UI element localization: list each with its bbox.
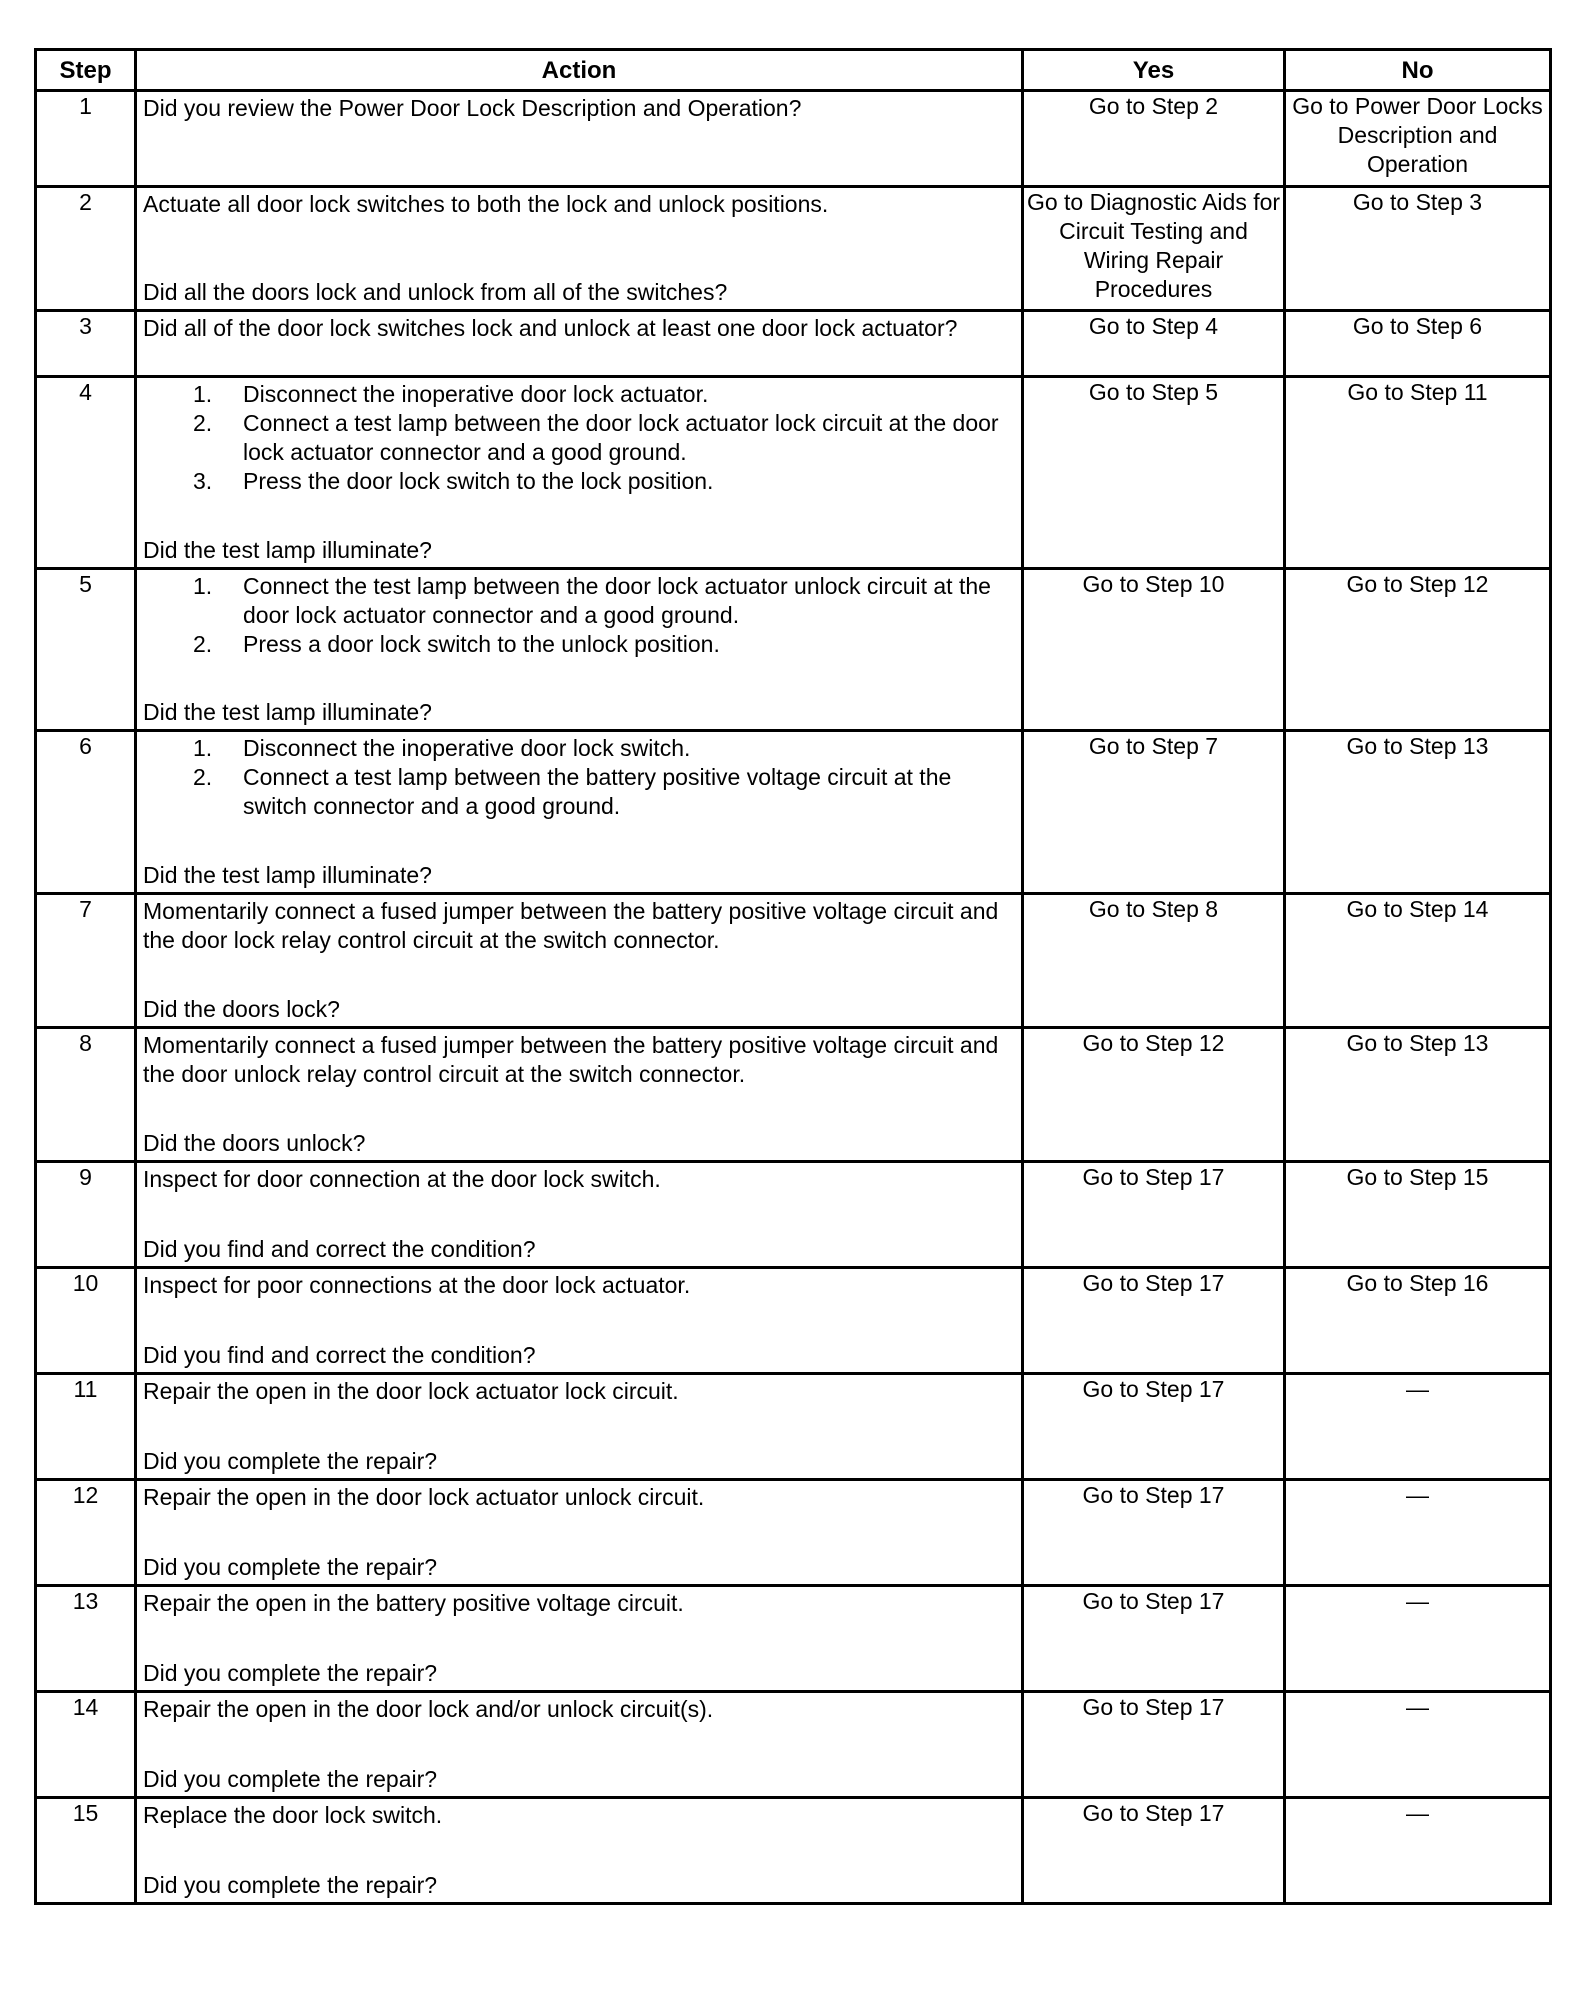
substep-number: 3. [193, 468, 213, 494]
table-row [36, 311, 1551, 377]
table-row [36, 91, 1551, 187]
no-result: — [1285, 1586, 1551, 1692]
step-number: 9 [36, 1162, 136, 1268]
action-cell [136, 311, 1023, 377]
header-row [36, 50, 1551, 91]
no-result: Go to Step 11 [1285, 377, 1551, 569]
no-result: — [1285, 1798, 1551, 1904]
header-action: Action [136, 50, 1023, 91]
action-question: Did you complete the repair? [143, 1766, 438, 1792]
action-cell [136, 1374, 1023, 1480]
table-row [36, 1374, 1551, 1480]
action-intro: Inspect for door connection at the door lock switch. [143, 1166, 661, 1192]
table-row [36, 1586, 1551, 1692]
yes-result: Go to Step 17 [1023, 1162, 1285, 1268]
yes-result: Go to Step 4 [1023, 311, 1285, 377]
no-result: Go to Step 14 [1285, 894, 1551, 1028]
action-intro: Repair the open in the door lock actuator lock circuit. [143, 1378, 679, 1404]
table-body [36, 91, 1551, 1904]
action-instructions [143, 1165, 1015, 1194]
action-cell [136, 377, 1023, 569]
action-intro: Momentarily connect a fused jumper between the battery positive voltage circuit and the door lock relay control circuit at the switch connector. [143, 898, 999, 953]
action-question: Did the doors lock? [143, 996, 340, 1022]
substep-list [143, 572, 1015, 659]
step-number: 12 [36, 1480, 136, 1586]
action-question: Did the doors unlock? [143, 1130, 366, 1156]
table-row [36, 1798, 1551, 1904]
step-number: 10 [36, 1268, 136, 1374]
substep-list [143, 380, 1015, 496]
substep-number: 2. [193, 764, 213, 790]
action-cell [136, 1268, 1023, 1374]
header-step: Step [36, 50, 136, 91]
substep-number: 2. [193, 410, 213, 436]
action-cell [136, 731, 1023, 894]
table-row [36, 731, 1551, 894]
no-result: — [1285, 1692, 1551, 1798]
action-instructions [143, 94, 1015, 123]
no-result: Go to Step 13 [1285, 1028, 1551, 1162]
no-result: Go to Step 15 [1285, 1162, 1551, 1268]
action-instructions [143, 1589, 1015, 1618]
step-number: 13 [36, 1586, 136, 1692]
substep-text: Disconnect the inoperative door lock switch. [243, 735, 691, 761]
diagnostic-steps-table [34, 48, 1552, 1905]
action-intro: Actuate all door lock switches to both the lock and unlock positions. [143, 191, 829, 217]
action-instructions [143, 1483, 1015, 1512]
yes-result: Go to Step 10 [1023, 569, 1285, 731]
yes-result: Go to Step 7 [1023, 731, 1285, 894]
step-number: 11 [36, 1374, 136, 1480]
no-result: Go to Step 13 [1285, 731, 1551, 894]
action-intro: Repair the open in the battery positive voltage circuit. [143, 1590, 684, 1616]
yes-result: Go to Step 12 [1023, 1028, 1285, 1162]
action-intro: Inspect for poor connections at the door lock actuator. [143, 1272, 691, 1298]
substep-item [193, 734, 1015, 763]
action-question: Did you find and correct the condition? [143, 1236, 536, 1262]
step-number: 5 [36, 569, 136, 731]
action-instructions [143, 1801, 1015, 1830]
step-number: 6 [36, 731, 136, 894]
substep-item [193, 380, 1015, 409]
step-number: 14 [36, 1692, 136, 1798]
yes-result: Go to Step 2 [1023, 91, 1285, 187]
action-cell [136, 569, 1023, 731]
substep-text: Disconnect the inoperative door lock actuator. [243, 381, 709, 407]
substep-number: 1. [193, 381, 213, 407]
substep-item [193, 572, 1015, 630]
action-question: Did the test lamp illuminate? [143, 537, 432, 563]
action-instructions [143, 1377, 1015, 1406]
action-intro: Replace the door lock switch. [143, 1802, 443, 1828]
action-instructions [143, 734, 1015, 821]
action-instructions [143, 897, 1015, 955]
action-question: Did you complete the repair? [143, 1872, 438, 1898]
substep-number: 1. [193, 735, 213, 761]
action-intro: Did all of the door lock switches lock and unlock at least one door lock actuator? [143, 315, 958, 341]
action-intro: Repair the open in the door lock and/or unlock circuit(s). [143, 1696, 714, 1722]
no-result: Go to Step 6 [1285, 311, 1551, 377]
step-number: 1 [36, 91, 136, 187]
step-number: 3 [36, 311, 136, 377]
action-cell [136, 1028, 1023, 1162]
step-number: 7 [36, 894, 136, 1028]
substep-text: Connect a test lamp between the door lock actuator lock circuit at the door lock actuator connector and a good ground. [243, 410, 999, 465]
yes-result: Go to Step 17 [1023, 1480, 1285, 1586]
yes-result: Go to Diagnostic Aids for Circuit Testing and Wiring Repair Procedures [1023, 187, 1285, 311]
action-cell [136, 1798, 1023, 1904]
yes-result: Go to Step 17 [1023, 1692, 1285, 1798]
yes-result: Go to Step 17 [1023, 1374, 1285, 1480]
yes-result: Go to Step 17 [1023, 1268, 1285, 1374]
substep-item [193, 763, 1015, 821]
no-result: Go to Step 12 [1285, 569, 1551, 731]
table-row [36, 377, 1551, 569]
action-cell [136, 1162, 1023, 1268]
action-question: Did you complete the repair? [143, 1660, 438, 1686]
yes-result: Go to Step 5 [1023, 377, 1285, 569]
substep-number: 2. [193, 631, 213, 657]
substep-list [143, 734, 1015, 821]
action-instructions [143, 190, 1015, 219]
step-number: 8 [36, 1028, 136, 1162]
header-no: No [1285, 50, 1551, 91]
action-question: Did all the doors lock and unlock from all of the switches? [143, 279, 728, 305]
action-cell [136, 894, 1023, 1028]
yes-result: Go to Step 8 [1023, 894, 1285, 1028]
action-instructions [143, 1031, 1015, 1089]
table-row [36, 894, 1551, 1028]
yes-result: Go to Step 17 [1023, 1586, 1285, 1692]
action-instructions [143, 1271, 1015, 1300]
action-question: Did you complete the repair? [143, 1448, 438, 1474]
table-row [36, 1162, 1551, 1268]
action-cell [136, 1480, 1023, 1586]
action-intro: Did you review the Power Door Lock Description and Operation? [143, 95, 802, 121]
step-number: 2 [36, 187, 136, 311]
action-question: Did you complete the repair? [143, 1554, 438, 1580]
action-cell [136, 187, 1023, 311]
substep-number: 1. [193, 573, 213, 599]
substep-text: Connect the test lamp between the door lock actuator unlock circuit at the door lock actuator connector and a good ground. [243, 573, 991, 628]
action-instructions [143, 380, 1015, 496]
substep-text: Press the door lock switch to the lock position. [243, 468, 714, 494]
substep-text: Press a door lock switch to the unlock position. [243, 631, 720, 657]
step-number: 15 [36, 1798, 136, 1904]
action-question: Did the test lamp illuminate? [143, 862, 432, 888]
action-question: Did the test lamp illuminate? [143, 699, 432, 725]
table-row [36, 187, 1551, 311]
action-cell [136, 1586, 1023, 1692]
no-result: Go to Power Door Locks Description and Operation [1285, 91, 1551, 187]
no-result: — [1285, 1374, 1551, 1480]
no-result: — [1285, 1480, 1551, 1586]
action-intro: Repair the open in the door lock actuator unlock circuit. [143, 1484, 705, 1510]
action-question: Did you find and correct the condition? [143, 1342, 536, 1368]
step-number: 4 [36, 377, 136, 569]
substep-item [193, 467, 1015, 496]
action-instructions [143, 572, 1015, 659]
no-result: Go to Step 16 [1285, 1268, 1551, 1374]
table-row [36, 1268, 1551, 1374]
substep-item [193, 630, 1015, 659]
table-row [36, 1480, 1551, 1586]
header-yes: Yes [1023, 50, 1285, 91]
substep-text: Connect a test lamp between the battery positive voltage circuit at the switch connector and a good ground. [243, 764, 952, 819]
table-row [36, 1028, 1551, 1162]
action-cell [136, 91, 1023, 187]
table-row [36, 569, 1551, 731]
yes-result: Go to Step 17 [1023, 1798, 1285, 1904]
action-instructions [143, 314, 1015, 343]
substep-item [193, 409, 1015, 467]
action-intro: Momentarily connect a fused jumper between the battery positive voltage circuit and the door unlock relay control circuit at the switch connector. [143, 1032, 999, 1087]
table-row [36, 1692, 1551, 1798]
action-cell [136, 1692, 1023, 1798]
no-result: Go to Step 3 [1285, 187, 1551, 311]
action-instructions [143, 1695, 1015, 1724]
